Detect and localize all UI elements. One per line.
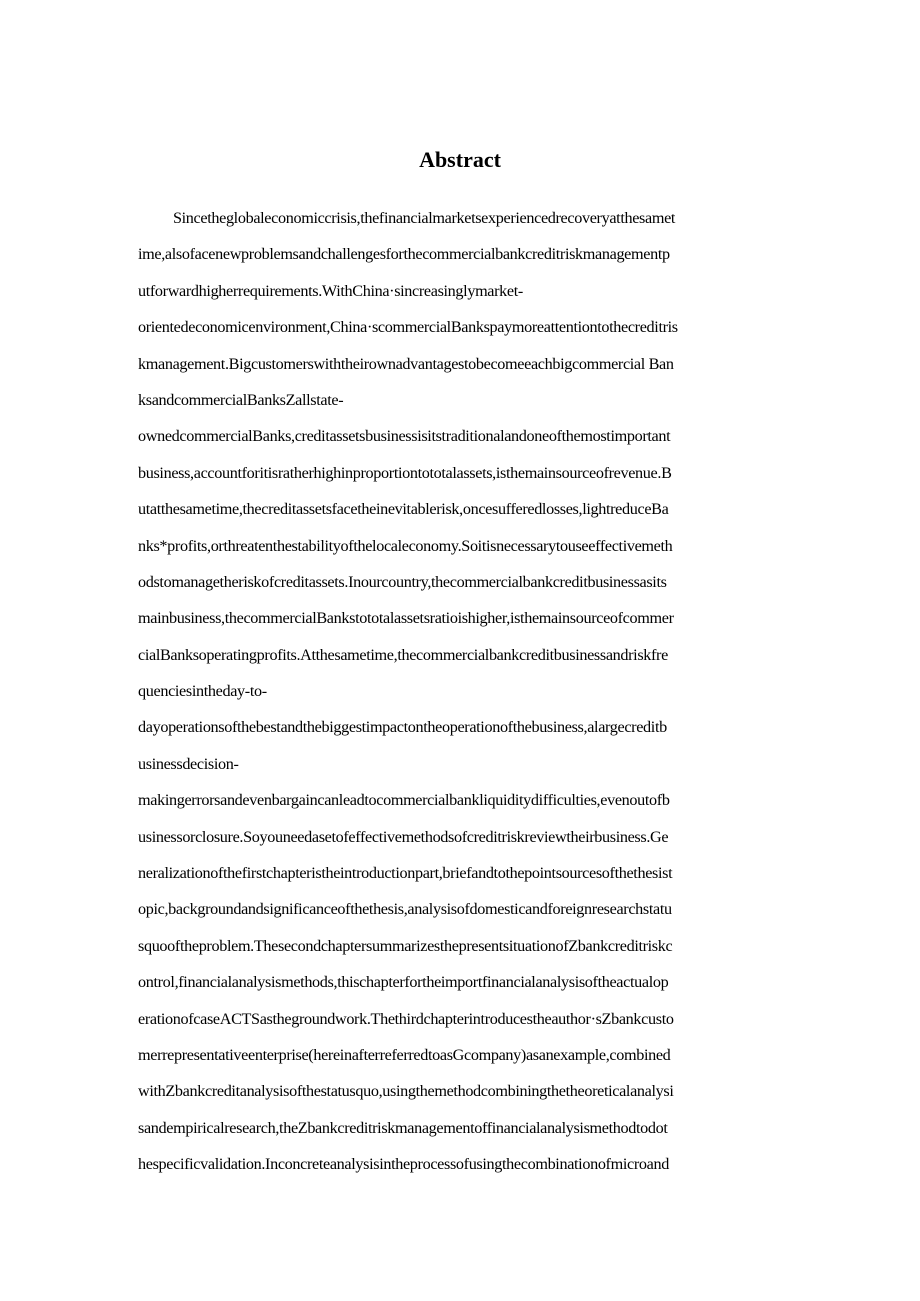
abstract-line: odstomanagetheriskofcreditassets.Inourcountry,thecommercialbankcreditbusinessasits: [138, 572, 667, 591]
abstract-line: withZbankcreditanalysisofthestatusquo,usingthemethodcombiningthetheoreticalanalysi: [138, 1082, 674, 1101]
abstract-line: erationofcaseACTSasthegroundwork.Thethirdchapterintroducestheauthor·sZbankcusto: [138, 1009, 674, 1028]
abstract-line: kmanagement.Bigcustomerswiththeirownadvantagestobecomeeachbigcommercial Ban: [138, 354, 674, 373]
abstract-line: Sincetheglobaleconomiccrisis,thefinancialmarketsexperiencedrecoveryatthesamet: [173, 209, 676, 227]
abstract-line: opic,backgroundandsignificanceofthethesis,analysisofdomesticandforeignresearchstatu: [138, 900, 672, 919]
abstract-line: ime,alsofacenewproblemsandchallengesforthecommercialbankcreditriskmanagementp: [138, 245, 670, 264]
abstract-line: ksandcommercialBanksZallstate-: [138, 390, 344, 409]
abstract-line: nks*profits,orthreatenthestabilityofthelocaleconomy.Soitisnecessarytouseeffectivemeth: [138, 536, 673, 555]
abstract-line: makingerrorsandevenbargaincanleadtocommercialbankliquiditydifficulties,evenoutofb: [138, 791, 670, 810]
abstract-line: merrepresentativeenterprise(hereinafterreferredtoasGcompany)asanexample,combined: [138, 1045, 671, 1064]
abstract-line: ownedcommercialBanks,creditassetsbusinessisitstraditionalandoneofthemostimportant: [138, 427, 671, 446]
abstract-line: squooftheproblem.ThesecondchaptersummarizesthepresentsituationofZbankcreditriskc: [138, 936, 673, 955]
abstract-line: sandempiricalresearch,theZbankcreditriskmanagementoffinancialanalysismethodtodot: [138, 1118, 668, 1137]
abstract-line: dayoperationsofthebestandthebiggestimpactontheoperationofthebusiness,alargecreditb: [138, 718, 667, 737]
abstract-title: Abstract: [419, 147, 501, 172]
abstract-body: [138, 200, 784, 1183]
abstract-line: cialBanksoperatingprofits.Atthesametime,thecommercialbankcreditbusinessandriskfre: [138, 645, 668, 664]
abstract-line: utforwardhigherrequirements.WithChina·sincreasinglymarket-: [138, 281, 523, 300]
abstract-line: hespecificvalidation.Inconcreteanalysisintheprocessofusingthecombinationofmicroand: [138, 1155, 669, 1174]
abstract-line: orientedeconomicenvironment,China·scommercialBankspaymoreattentiontothecreditris: [138, 318, 678, 337]
abstract-line: neralizationofthefirstchapteristheintroductionpart,briefandtothepointsourcesofthethesist: [138, 864, 673, 883]
abstract-line: utatthesametime,thecreditassetsfacetheinevitablerisk,oncesufferedlosses,lightreduceBa: [138, 500, 669, 519]
abstract-line: business,accountforitisratherhighinproportiontototalassets,isthemainsourceofrevenue.B: [138, 463, 672, 482]
abstract-line: ontrol,financialanalysismethods,thischapterfortheimportfinancialanalysisoftheactualop: [138, 973, 669, 992]
abstract-line: usinessorclosure.Soyouneedasetofeffectivemethodsofcreditriskreviewtheirbusiness.Ge: [138, 827, 669, 846]
abstract-line: usinessdecision-: [138, 754, 239, 773]
abstract-line: mainbusiness,thecommercialBankstototalassetsratioishigher,isthemainsourceofcommer: [138, 609, 674, 628]
abstract-line: quenciesintheday-to-: [138, 682, 267, 701]
